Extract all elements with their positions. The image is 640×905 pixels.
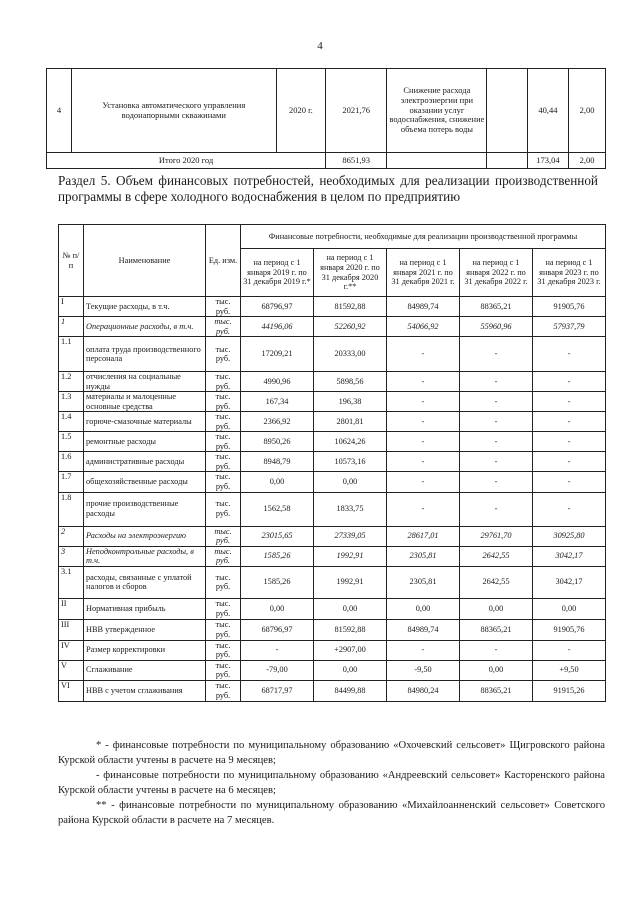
table-row	[59, 598, 606, 619]
table-row	[59, 660, 606, 680]
row-value: 2642,55	[460, 566, 533, 598]
row-value: -	[533, 492, 606, 526]
row-value: -	[460, 492, 533, 526]
row-name: НВВ утвержденное	[84, 619, 206, 640]
row-value: 1585,26	[241, 566, 314, 598]
table-row	[59, 566, 606, 598]
row-name: материалы и малоценные основные средства	[84, 392, 206, 412]
table-row	[59, 337, 606, 372]
row-name: Расходы на электроэнергию	[84, 526, 206, 546]
table-row	[59, 392, 606, 412]
row-value: 10573,16	[314, 452, 387, 472]
row-value: -	[460, 372, 533, 392]
row-value: 29761,70	[460, 526, 533, 546]
header-group: Финансовые потребности, необходимые для реализации производственной программы	[241, 225, 606, 249]
investment-table	[46, 68, 606, 169]
row-number: 1.7	[59, 472, 84, 492]
page-number: 4	[317, 40, 323, 52]
row-number: VI	[59, 680, 84, 701]
row-value: 0,00	[387, 598, 460, 619]
table-row	[59, 317, 606, 337]
row-value: 3042,17	[533, 546, 606, 566]
row-value: 88365,21	[460, 680, 533, 701]
row-name: горюче-смазочные материалы	[84, 412, 206, 432]
row-value: 17209,21	[241, 337, 314, 372]
table-row	[59, 432, 606, 452]
row-number: III	[59, 619, 84, 640]
footnote: - финансовые потребности по муниципальному образованию «Андреевский сельсовет» Касторенского района Курской области учтены в расчете на 6 месяцев;	[58, 770, 605, 796]
row-unit: тыс. руб.	[206, 619, 241, 640]
row-value: 2305,81	[387, 546, 460, 566]
row-number: 1.4	[59, 412, 84, 432]
row-value: 0,00	[241, 598, 314, 619]
row-unit: тыс. руб.	[206, 392, 241, 412]
footnotes	[58, 738, 605, 828]
row-value: 0,00	[314, 472, 387, 492]
row-unit: тыс. руб.	[206, 472, 241, 492]
row-value: 57937,79	[533, 317, 606, 337]
financial-needs-table	[58, 224, 606, 702]
table-row-total	[47, 153, 606, 169]
measure-empty-cell	[487, 69, 527, 153]
table-row	[59, 526, 606, 546]
row-number: 1.8	[59, 492, 84, 526]
row-number: I	[59, 297, 84, 317]
row-value: 91915,26	[533, 680, 606, 701]
header-period: на период с 1 января 2019 г. по 31 декабря 2019 г.*	[241, 249, 314, 297]
row-unit: тыс. руб.	[206, 598, 241, 619]
row-unit: тыс. руб.	[206, 452, 241, 472]
row-value: -	[533, 412, 606, 432]
table-row	[59, 680, 606, 701]
row-number: 1.2	[59, 372, 84, 392]
row-name: Размер корректировки	[84, 640, 206, 660]
row-value: 91905,76	[533, 619, 606, 640]
row-value: -	[387, 452, 460, 472]
row-value: 8950,26	[241, 432, 314, 452]
row-number: 3	[59, 546, 84, 566]
row-value: -9,50	[387, 660, 460, 680]
row-value: 20333,00	[314, 337, 387, 372]
header-period: на период с 1 января 2021 г. по 31 декабря 2021 г.	[387, 249, 460, 297]
row-number: 2	[59, 526, 84, 546]
row-value: 5898,56	[314, 372, 387, 392]
table-row	[59, 640, 606, 660]
header-number: № п/п	[59, 225, 84, 297]
row-value: 88365,21	[460, 297, 533, 317]
row-value: 23015,65	[241, 526, 314, 546]
table-body	[59, 297, 606, 702]
row-value: 0,00	[314, 598, 387, 619]
header-name: Наименование	[84, 225, 206, 297]
header-row	[59, 225, 606, 249]
row-value: -	[387, 372, 460, 392]
footnote: ** - финансовые потребности по муниципальному образованию «Михайлоанненский сельсовет» Советского района Курской области в расчете на 7 месяцев.	[58, 800, 605, 826]
table-row	[59, 372, 606, 392]
row-number: 1.6	[59, 452, 84, 472]
row-value: -	[533, 337, 606, 372]
total-empty-cell	[387, 153, 487, 169]
row-value: -	[387, 337, 460, 372]
row-value: 30925,80	[533, 526, 606, 546]
row-name: расходы, связанные с уплатой налогов и сборов	[84, 566, 206, 598]
row-name: Операционные расходы, в т.ч.	[84, 317, 206, 337]
header-period: на период с 1 января 2022 г. по 31 декабря 2022 г.	[460, 249, 533, 297]
row-value: -79,00	[241, 660, 314, 680]
row-unit: тыс. руб.	[206, 660, 241, 680]
table-row	[59, 546, 606, 566]
row-value: 2366,92	[241, 412, 314, 432]
row-value: 3042,17	[533, 566, 606, 598]
row-number: II	[59, 598, 84, 619]
row-name: НВВ с учетом сглаживания	[84, 680, 206, 701]
row-value: 8948,79	[241, 452, 314, 472]
header-unit: Ед. изм.	[206, 225, 241, 297]
row-name: административные расходы	[84, 452, 206, 472]
row-value: 0,00	[533, 598, 606, 619]
measure-cost: 2021,76	[326, 69, 387, 153]
header-period: на период с 1 января 2020 г. по 31 декабря 2020 г.**	[314, 249, 387, 297]
row-value: +9,50	[533, 660, 606, 680]
row-unit: тыс. руб.	[206, 526, 241, 546]
row-value: 1585,26	[241, 546, 314, 566]
row-number: 4	[47, 69, 72, 153]
row-value: 10624,26	[314, 432, 387, 452]
row-value: 2305,81	[387, 566, 460, 598]
row-unit: тыс. руб.	[206, 492, 241, 526]
measure-year: 2020 г.	[276, 69, 325, 153]
row-number: 1.1	[59, 337, 84, 372]
row-value: 167,34	[241, 392, 314, 412]
row-value: 1562,58	[241, 492, 314, 526]
row-value: -	[460, 640, 533, 660]
table-row	[59, 412, 606, 432]
row-unit: тыс. руб.	[206, 680, 241, 701]
row-value: 81592,88	[314, 619, 387, 640]
row-name: отчисления на социальные нужды	[84, 372, 206, 392]
row-name: оплата труда производственного персонала	[84, 337, 206, 372]
row-unit: тыс. руб.	[206, 297, 241, 317]
row-value: 1992,91	[314, 566, 387, 598]
row-unit: тыс. руб.	[206, 412, 241, 432]
table-row	[59, 297, 606, 317]
row-unit: тыс. руб.	[206, 566, 241, 598]
table-row	[47, 69, 606, 153]
row-name: Нормативная прибыль	[84, 598, 206, 619]
total-cost: 8651,93	[326, 153, 387, 169]
table-row	[59, 492, 606, 526]
row-value: 68717,97	[241, 680, 314, 701]
row-value: 2801,81	[314, 412, 387, 432]
row-value: -	[387, 392, 460, 412]
row-value: -	[387, 640, 460, 660]
row-value: 88365,21	[460, 619, 533, 640]
row-unit: тыс. руб.	[206, 337, 241, 372]
row-value: 55960,96	[460, 317, 533, 337]
row-value: 196,38	[314, 392, 387, 412]
row-name: прочие производственные расходы	[84, 492, 206, 526]
row-unit: тыс. руб.	[206, 432, 241, 452]
total-label: Итого 2020 год	[47, 153, 326, 169]
row-name: Сглаживание	[84, 660, 206, 680]
row-value: -	[241, 640, 314, 660]
row-value: 0,00	[460, 598, 533, 619]
row-value: -	[533, 472, 606, 492]
row-value: 91905,76	[533, 297, 606, 317]
row-value: -	[460, 337, 533, 372]
row-value: -	[460, 472, 533, 492]
row-value: 52260,92	[314, 317, 387, 337]
row-name: общехозяйственные расходы	[84, 472, 206, 492]
row-value: 44196,06	[241, 317, 314, 337]
row-value: 0,00	[460, 660, 533, 680]
row-value: -	[533, 392, 606, 412]
measure-value-2: 2,00	[569, 69, 606, 153]
row-unit: тыс. руб.	[206, 640, 241, 660]
row-value: +2907,00	[314, 640, 387, 660]
row-value: 27339,05	[314, 526, 387, 546]
row-unit: тыс. руб.	[206, 546, 241, 566]
row-value: -	[533, 432, 606, 452]
row-value: 68796,97	[241, 297, 314, 317]
table-row	[59, 472, 606, 492]
row-number: IV	[59, 640, 84, 660]
row-value: 84989,74	[387, 619, 460, 640]
row-value: 54066,92	[387, 317, 460, 337]
row-value: -	[460, 452, 533, 472]
row-value: -	[533, 452, 606, 472]
row-value: -	[533, 640, 606, 660]
row-value: -	[460, 412, 533, 432]
row-value: -	[460, 392, 533, 412]
total-value-1: 173,04	[527, 153, 568, 169]
row-value: 81592,88	[314, 297, 387, 317]
row-value: 68796,97	[241, 619, 314, 640]
row-unit: тыс. руб.	[206, 372, 241, 392]
total-empty-cell	[487, 153, 527, 169]
header-period: на период с 1 января 2023 г. по 31 декабря 2023 г.	[533, 249, 606, 297]
row-number: V	[59, 660, 84, 680]
row-value: 0,00	[241, 472, 314, 492]
measure-name: Установка автоматического управления водонапорными скважинами	[71, 69, 276, 153]
row-value: -	[387, 432, 460, 452]
row-name: Текущие расходы, в т.ч.	[84, 297, 206, 317]
table-row	[59, 452, 606, 472]
row-name: Неподконтрольные расходы, в т.ч.	[84, 546, 206, 566]
section-heading: Раздел 5. Объем финансовых потребностей, необходимых для реализации производственной программы в сфере холодного водоснабжения в целом по предприятию	[58, 173, 598, 204]
row-value: 1833,75	[314, 492, 387, 526]
footnote: * - финансовые потребности по муниципальному образованию «Охочевский сельсовет» Щигровского района Курской области учтены в расчете на 9 месяцев;	[58, 740, 605, 766]
row-value: -	[387, 492, 460, 526]
row-value: -	[460, 432, 533, 452]
row-value: 4990,96	[241, 372, 314, 392]
row-value: 1992,91	[314, 546, 387, 566]
table-row	[59, 619, 606, 640]
row-number: 1	[59, 317, 84, 337]
measure-value-1: 40,44	[527, 69, 568, 153]
measure-effect: Снижение расхода электроэнергии при оказании услуг водоснабжения, снижение объема потерь воды	[387, 69, 487, 153]
total-value-2: 2,00	[569, 153, 606, 169]
row-name: ремонтные расходы	[84, 432, 206, 452]
row-value: 0,00	[314, 660, 387, 680]
row-value: 84980,24	[387, 680, 460, 701]
row-number: 1.3	[59, 392, 84, 412]
row-value: -	[387, 472, 460, 492]
row-value: 28617,01	[387, 526, 460, 546]
row-value: -	[533, 372, 606, 392]
row-value: 2642,55	[460, 546, 533, 566]
row-value: -	[387, 412, 460, 432]
row-value: 84989,74	[387, 297, 460, 317]
row-unit: тыс. руб.	[206, 317, 241, 337]
row-number: 3.1	[59, 566, 84, 598]
row-number: 1.5	[59, 432, 84, 452]
row-value: 84499,88	[314, 680, 387, 701]
